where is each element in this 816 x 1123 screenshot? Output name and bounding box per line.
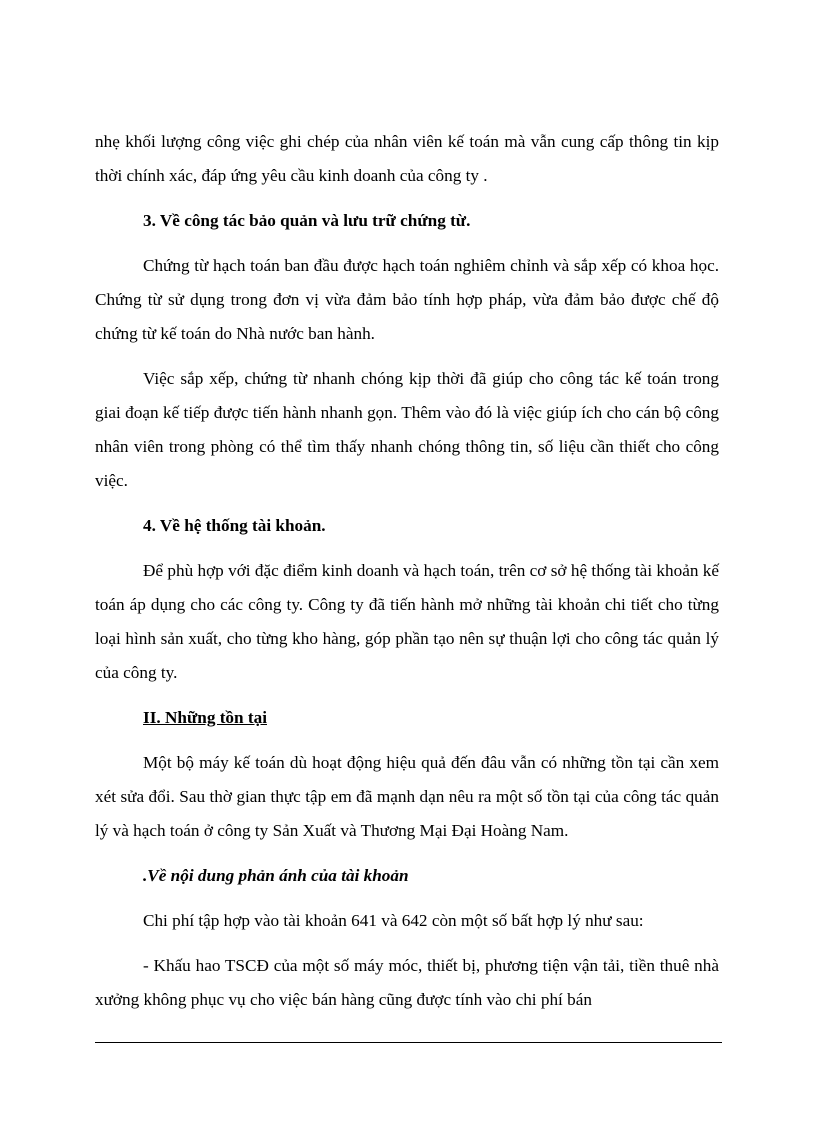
section-title-shortcomings: II. Những tồn tại xyxy=(143,708,267,727)
heading-document-storage: 3. Về công tác bảo quản và lưu trữ chứng từ. xyxy=(143,211,471,230)
subheading-account-content: .Về nội dung phản ánh của tài khoản xyxy=(143,866,409,885)
paragraph-account-system: Để phù hợp với đặc điểm kinh doanh và hạch toán, trên cơ sở hệ thống tài khoản kế toán áp dụng cho các công ty. Công ty đã tiến hành mở những tài khoản chi tiết cho từng loại hình sản xuất, cho từng kho hàng, góp phần tạo nên sự thuận lợi cho công tác quản lý của công ty. xyxy=(95,561,719,682)
paragraph-depreciation: - Khấu hao TSCĐ của một số máy móc, thiết bị, phương tiện vận tải, tiền thuê nhà xưởng không phục vụ cho việc bán hàng cũng được tính vào chi phí bán xyxy=(95,956,719,1009)
document-page xyxy=(95,125,719,1017)
paragraph-costs: Chi phí tập hợp vào tài khoản 641 và 642 còn một số bất hợp lý như sau: xyxy=(143,911,644,930)
paragraph-original-documents: Chứng từ hạch toán ban đầu được hạch toán nghiêm chỉnh và sắp xếp có khoa học. Chứng từ sử dụng trong đơn vị vừa đảm bảo tính hợp pháp, vừa đảm bảo được chế độ chứng từ kế toán do Nhà nước ban hành. xyxy=(95,256,719,343)
paragraph-document-arrangement: Việc sắp xếp, chứng từ nhanh chóng kịp thời đã giúp cho công tác kế toán trong giai đoạn kế tiếp được tiến hành nhanh gọn. Thêm vào đó là việc giúp ích cho cán bộ công nhân viên trong phòng có thể tìm thấy nhanh chóng thông tin, số liệu cần thiết cho công việc. xyxy=(95,369,719,490)
paragraph-shortcomings: Một bộ máy kế toán dù hoạt động hiệu quả đến đâu vẫn có những tồn tại cần xem xét sửa đổi. Sau thờ gian thực tập em đã mạnh dạn nêu ra một số tồn tại của công tác quản lý và hạch toán ở công ty Sản Xuất và Thương Mại Đại Hoàng Nam. xyxy=(95,753,719,840)
heading-account-system: 4. Về hệ thống tài khoản. xyxy=(143,516,326,535)
paragraph-continuation: nhẹ khối lượng công việc ghi chép của nhân viên kế toán mà vẫn cung cấp thông tin kịp thời chính xác, đáp ứng yêu cầu kinh doanh của công ty . xyxy=(95,132,719,185)
footer-divider xyxy=(95,1042,722,1043)
